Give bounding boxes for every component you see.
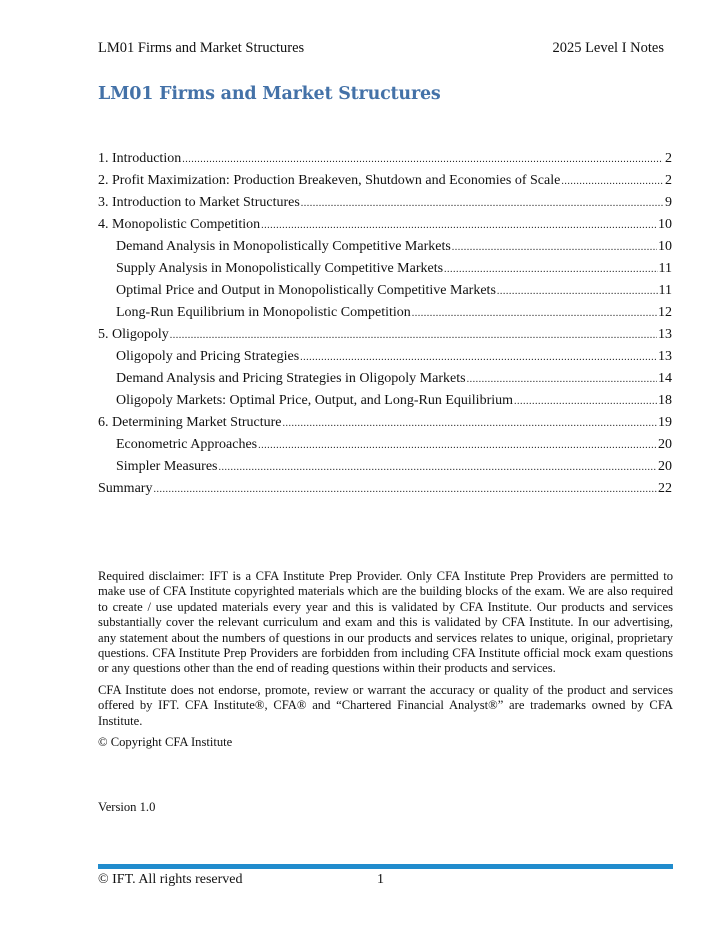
toc-leader-dots [561, 171, 663, 193]
toc-entry-label: Optimal Price and Output in Monopolistically Competitive Markets [116, 283, 496, 298]
toc-leader-dots [497, 281, 658, 303]
toc-entry-label: Econometric Approaches [116, 437, 258, 452]
toc-leader-dots [467, 369, 657, 391]
toc-entry[interactable] [98, 478, 672, 500]
header-edition: 2025 Level I Notes [552, 40, 664, 56]
toc-subentry[interactable] [98, 280, 672, 302]
toc-entry-page: 11 [658, 283, 672, 298]
toc-entry[interactable] [98, 214, 672, 236]
disclaimer-paragraph-prep-provider: Required disclaimer: IFT is a CFA Institute Prep Provider. Only CFA Institute Prep Providers are permitted to make use of CFA Institute copyrighted materials which are the building blocks of the exam. We are also required to create / use updated materials every year and this is validated by CFA Institute. Our products and services substantially cover the relevant curriculum and exam and this is validated by CFA Institute. In our advertising, any statement about the numbers of questions in our products and services relates to unique, original, proprietary questions. CFA Institute Prep Providers are forbidden from including CFA Institute official mock exam questions or any questions other than the end of reading questions within their products and services. [98, 569, 673, 676]
page-number: 1 [377, 872, 384, 887]
toc-leader-dots [218, 457, 657, 479]
toc-entry-label: 5. Oligopoly [98, 327, 169, 342]
toc-entry-label: 4. Monopolistic Competition [98, 217, 261, 232]
toc-entry-page: 11 [658, 261, 672, 276]
toc-leader-dots [182, 149, 663, 171]
toc-entry-label: Demand Analysis in Monopolistically Competitive Markets [116, 239, 451, 254]
toc-entry-page: 20 [658, 437, 672, 452]
toc-subentry[interactable] [98, 302, 672, 324]
toc-entry-label: Long-Run Equilibrium in Monopolistic Competition [116, 305, 411, 320]
cfa-copyright-notice: © Copyright CFA Institute [98, 735, 233, 750]
toc-entry-label: Oligopoly Markets: Optimal Price, Output, and Long-Run Equilibrium [116, 393, 514, 408]
toc-leader-dots [301, 193, 663, 215]
toc-entry-label: Oligopoly and Pricing Strategies [116, 349, 300, 364]
footer-divider [98, 864, 673, 869]
document-title: LM01 Firms and Market Structures [98, 84, 441, 104]
toc-leader-dots [258, 435, 657, 457]
toc-entry-label: 3. Introduction to Market Structures [98, 195, 300, 210]
toc-entry[interactable] [98, 148, 672, 170]
toc-entry-page: 13 [658, 327, 672, 342]
toc-subentry[interactable] [98, 434, 672, 456]
toc-entry-label: 6. Determining Market Structure [98, 415, 282, 430]
toc-entry-label: Supply Analysis in Monopolistically Competitive Markets [116, 261, 444, 276]
toc-subentry[interactable] [98, 368, 672, 390]
toc-entry-label: 1. Introduction [98, 151, 182, 166]
toc-entry-page: 13 [658, 349, 672, 364]
toc-subentry[interactable] [98, 456, 672, 478]
toc-entry[interactable] [98, 192, 672, 214]
toc-entry-label: Demand Analysis and Pricing Strategies in Oligopoly Markets [116, 371, 466, 386]
toc-entry[interactable] [98, 170, 672, 192]
disclaimer-paragraph-endorsement: CFA Institute does not endorse, promote, review or warrant the accuracy or quality of the product and services offered by IFT. CFA Institute®, CFA® and “Chartered Financial Analyst®” are trademarks owned by CFA Institute. [98, 682, 673, 728]
toc-entry-page: 9 [665, 195, 672, 210]
version-label: Version 1.0 [98, 800, 156, 814]
toc-subentry[interactable] [98, 390, 672, 412]
toc-entry-page: 2 [665, 173, 672, 188]
toc-entry-page: 12 [658, 305, 672, 320]
toc-entry[interactable] [98, 324, 672, 346]
footer-copyright: © IFT. All rights reserved [98, 872, 243, 887]
toc-leader-dots [261, 215, 657, 237]
toc-entry-page: 22 [658, 481, 672, 496]
toc-subentry[interactable] [98, 236, 672, 258]
toc-entry[interactable] [98, 412, 672, 434]
toc-leader-dots [153, 479, 657, 501]
toc-entry-label: Simpler Measures [116, 459, 218, 474]
toc-entry-label: Summary [98, 481, 153, 496]
toc-leader-dots [444, 259, 657, 281]
toc-entry-page: 19 [658, 415, 672, 430]
toc-leader-dots [452, 237, 657, 259]
toc-subentry[interactable] [98, 258, 672, 280]
toc-leader-dots [514, 391, 657, 413]
toc-entry-page: 18 [658, 393, 672, 408]
toc-leader-dots [300, 347, 657, 369]
page-header [98, 40, 664, 56]
toc-entry-page: 2 [665, 151, 672, 166]
toc-entry-label: 2. Profit Maximization: Production Breakeven, Shutdown and Economies of Scale [98, 173, 561, 188]
header-document-title: LM01 Firms and Market Structures [98, 40, 305, 56]
toc-leader-dots [412, 303, 657, 325]
disclaimer-section [98, 569, 673, 756]
toc-subentry[interactable] [98, 346, 672, 368]
table-of-contents [98, 148, 672, 500]
toc-leader-dots [283, 413, 657, 435]
toc-entry-page: 10 [658, 217, 672, 232]
toc-entry-page: 10 [658, 239, 672, 254]
toc-entry-page: 14 [658, 371, 672, 386]
toc-entry-page: 20 [658, 459, 672, 474]
toc-leader-dots [170, 325, 657, 347]
